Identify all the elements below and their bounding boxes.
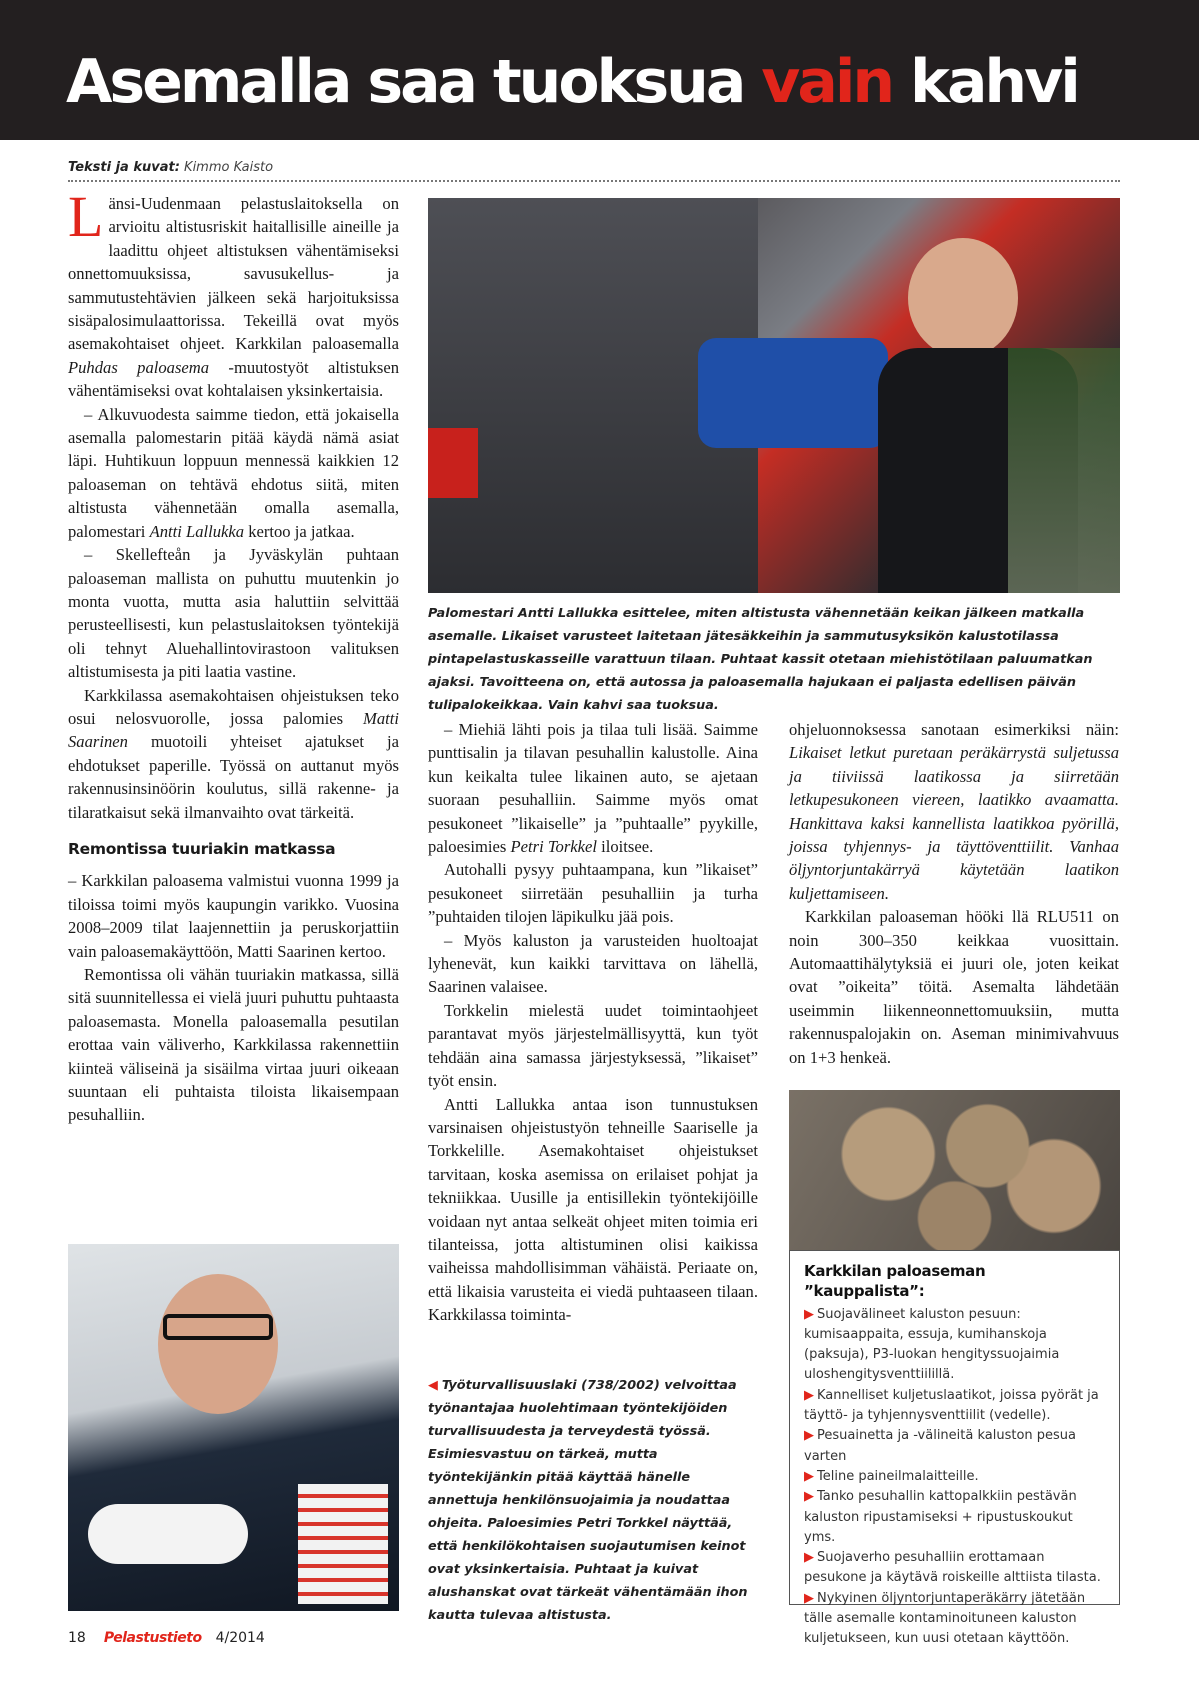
byline-author: Kimmo Kaisto bbox=[184, 160, 274, 175]
text: ohjeluonnoksessa sanotaan esimerkiksi näin: bbox=[789, 720, 1119, 739]
list-item-text: Suojavälineet kaluston pesuun: kumisaappaita, essuja, kumihanskoja (paksuja), P3-luokan hengityssuojaimia uloshengitysventtiilillä. bbox=[804, 1306, 1060, 1383]
article-column-1 bbox=[68, 184, 399, 1127]
list-item bbox=[804, 1426, 1105, 1467]
glasses bbox=[163, 1314, 273, 1340]
page-number: 18 bbox=[68, 1630, 86, 1646]
italic-text: Puhdas paloasema bbox=[68, 357, 210, 377]
paragraph bbox=[68, 184, 399, 403]
person-head bbox=[908, 238, 1018, 358]
paragraph bbox=[428, 718, 758, 858]
italic-text: Petri Torkkel bbox=[510, 837, 597, 857]
paragraph: Torkkelin mielestä uudet toimintaohjeet parantavat myös järjestelmällisyyttä, kun työt tehdään aina samassa järjestyksessä, ”likaiset” työt ensin. bbox=[428, 1000, 758, 1091]
paragraph bbox=[789, 718, 1119, 905]
triangle-right-icon: ▶ bbox=[804, 1590, 814, 1606]
text: – Miehiä lähti pois ja tilaa tuli lisää. Saimme punttisalin ja tilavan pesuhallin kalustolle. Aina kun keikalta tulee likainen auto, se ajetaan suoraan pesuhalliin. Saimme myös omat pesukoneet ”likaiselle” ja ”puhtaalle” pyykille, paloesimies bbox=[428, 720, 758, 857]
text: kertoo ja jatkaa. bbox=[244, 521, 355, 541]
title-part-2: kahvi bbox=[892, 47, 1078, 117]
list-item-text: Tanko pesuhallin kattopalkkiin pestävän kaluston ripustamiseksi + ripustuskoukut yms. bbox=[804, 1489, 1077, 1545]
list-item bbox=[804, 1467, 1105, 1487]
list-item bbox=[804, 1589, 1105, 1650]
text: -muutostyöt altistuksen vähentämiseksi ovat kohtalaisen yksinkertaisia. bbox=[68, 357, 399, 401]
triangle-right-icon: ▶ bbox=[804, 1428, 814, 1444]
list-item bbox=[804, 1548, 1105, 1589]
paragraph: Remontissa oli vähän tuuriakin matkassa, sillä sitä suunnitellessa ei vielä juuri puhuttu puhtaasta paloasemasta. Monella paloasemalla pesutilan erottaa vain väliverho, Karkkilassa rakennettiin kiinteä väliseinä ja sisäilma virtaa juuri oikeaan suuntaan eli puhtaista tiloista likaisempaan pesuhalliin. bbox=[68, 965, 399, 1125]
text: – Alkuvuodesta saimme tiedon, että jokaisella asemalla palomestarin pitää käydä nämä asiat läpi. Huhtikuun loppuun mennessä kaikkien 12 paloaseman on tehtävä ehdotus siitä, miten altistusta vähennetään omalla asemalla, palomestari bbox=[68, 404, 399, 541]
caption-main-photo: Palomestari Antti Lallukka esittelee, miten altistusta vähennetään keikan jälkeen matkalla asemalle. Likaiset varusteet laitetaan jätesäkkeihin ja sammutusyksikön kalustotilassa pintapelastuskasseille varattuun tilaan. Puhtaat kassit otetaan miehistötilaan paluumatkan ajaksi. Tavoitteena on, että autossa ja paloasemalla hajukaan ei paljasta edellisen päivän tulipalokeikkaa. Vain kahvi saa tuoksua. bbox=[428, 606, 1093, 713]
person-head bbox=[158, 1274, 278, 1414]
paragraph: – Skellefteån ja Jyväskylän puhtaan paloaseman mallista on puhuttu muutenkin jo monta vuotta, mutta asia haluttiin selvittää perusteellisesti, kun pelastuslaitoksen työntekijä oli tehnyt Aluehallintovirastoon valituksen altistumisesta ja piti laatia vastine. bbox=[68, 545, 399, 682]
list-item bbox=[804, 1386, 1105, 1427]
caption-side-photo bbox=[428, 1374, 764, 1627]
triangle-right-icon: ▶ bbox=[804, 1550, 814, 1566]
glove-packages bbox=[298, 1484, 388, 1604]
list-item-text: Teline paineilmalaitteille. bbox=[817, 1468, 979, 1484]
list-item bbox=[804, 1487, 1105, 1548]
text: iloitsee. bbox=[597, 837, 654, 857]
background-trees bbox=[1008, 348, 1120, 593]
truck-red-panel bbox=[428, 428, 478, 498]
box-title: Karkkilan paloaseman ”kauppalista”: bbox=[804, 1262, 986, 1301]
blue-bag bbox=[698, 338, 888, 448]
italic-text: Matti Saarinen bbox=[68, 708, 399, 752]
photo-firefighter-truck bbox=[428, 198, 1120, 593]
list-item-text: Nykyinen öljyntorjuntaperäkärry jätetään tälle asemalle kontaminoituneen kaluston kuljetukseen, kun uusi otetaan käyttöön. bbox=[804, 1590, 1086, 1647]
italic-text: Likaiset letkut puretaan peräkärrystä suljetussa ja tiiviissä laatikossa ja siirretään letkupesukoneen viereen, laatikko avaamatta. Hankittava kaksi kannellista laatikkoa pyörillä, joissa tyhjennys- ja täyttöventtiilit. Vanhaa öljyntorjuntakärryä käytetään laatikon kuljettamiseen. bbox=[789, 743, 1119, 903]
title-accent: vain bbox=[761, 47, 893, 117]
subheading: Remontissa tuuriakin matkassa bbox=[68, 839, 336, 858]
list-item-text: Kannelliset kuljetuslaatikot, joissa pyörät ja täyttö- ja tyhjennysventtiilit (vedelle). bbox=[804, 1387, 1099, 1424]
list-item bbox=[804, 1305, 1105, 1386]
paragraph bbox=[68, 403, 399, 543]
paragraph: Karkkilan paloaseman hööki llä RLU511 on noin 300–350 keikkaa vuosittain. Automaattihälytyksiä ei juuri ole, joten keikat ovat ”oikeita” töitä. Asemalta lähdetään useimmin liikenneonnettomuuksiin, mutta rakennuspalojakin on. Aseman minimivahvuus on 1+3 henkeä. bbox=[789, 907, 1119, 1067]
issue-number: 4/2014 bbox=[215, 1630, 265, 1646]
paragraph bbox=[68, 684, 399, 824]
paragraph: – Karkkilan paloasema valmistui vuonna 1999 ja tiloissa toimi myös kaupungin varikko. Vuosina 2008–2009 tilat laajennettiin ja peruskorjattiin vain paloasemakäyttöön, Matti Saarinen kertoo. bbox=[68, 871, 399, 961]
byline bbox=[68, 160, 1120, 182]
article-column-2 bbox=[428, 718, 758, 1327]
photo-fire-hoses bbox=[789, 1090, 1120, 1250]
list-item-text: Suojaverho pesuhalliin erottamaan pesukone ja käytävä roiskeille alttiista tilasta. bbox=[804, 1550, 1101, 1586]
triangle-right-icon: ▶ bbox=[804, 1387, 814, 1403]
article-column-3 bbox=[789, 718, 1119, 1069]
text: muotoili yhteiset ajatukset ja ehdotukset paperille. Työssä on auttanut myös rakennusinsinöörin koulutus, sillä rakenne- ja tilaratkaisut sekä ilmanvaihto ovat tärkeitä. bbox=[68, 732, 399, 822]
italic-text: Antti Lallukka bbox=[149, 521, 245, 541]
paragraph: Autohalli pysyy puhtaampana, kun ”likaiset” pesukoneet siirretään pesuhalliin ja turha ”puhtaiden tilojen läpikulku jää pois. bbox=[428, 860, 758, 927]
paragraph: Antti Lallukka antaa ison tunnustuksen varsinaisen ohjeistustyön tehneille Saariselle ja Torkkelille. Asemakohtaiset ohjeistukset tarvitaan, koska asemissa on erilaiset pohjat ja tekniikkaa. Uusille ja entisillekin työntekijöille voidaan nyt antaa selkeät ohjeet miten toimia eri tilanteissa, jotta altistuminen olisi kaikissa vaiheissa mahdollisimman vähäistä. Periaate on, että likaisia varusteita ei viedä puhtaaseen tilaan. Karkkilassa toiminta- bbox=[428, 1094, 758, 1325]
drop-cap: L bbox=[68, 184, 104, 249]
list-item-text: Pesuainetta ja -välineitä kaluston pesua varten bbox=[804, 1428, 1077, 1464]
text: Karkkilassa asemakohtaisen ohjeistuksen teko osui nelosvuorolle, jossa palomies bbox=[68, 685, 399, 728]
title-part-1: Asemalla saa tuoksua bbox=[66, 47, 762, 117]
byline-label: Teksti ja kuvat: bbox=[68, 160, 180, 175]
triangle-left-icon: ◀ bbox=[428, 1378, 438, 1393]
triangle-right-icon: ▶ bbox=[804, 1306, 814, 1322]
photo-firefighter-gloves bbox=[68, 1244, 399, 1611]
magazine-logo: Pelastustieto bbox=[103, 1630, 202, 1646]
page-footer bbox=[68, 1630, 265, 1650]
text: änsi-Uudenmaan pelastuslaitoksella on arvioitu altistusriskit haitallisille aineille ja laadittu ohjeet altistuksen vähentämiseksi onnettomuuksissa, savusukellus- ja sammutustehtävien jälkeen sekä harjoituksissa sisäpalosimulaattorissa. Tekeillä ovat myös asemakohtaiset ohjeet. Karkkilan paloasemalla bbox=[68, 194, 399, 354]
triangle-right-icon: ▶ bbox=[804, 1489, 814, 1505]
shopping-list-box bbox=[789, 1250, 1120, 1647]
paragraph: – Myös kaluston ja varusteiden huoltoajat lyhenevät, kun kaikki tarvittava on lähellä, Saarinen valaisee. bbox=[428, 930, 758, 997]
page-title bbox=[66, 47, 1078, 117]
triangle-right-icon: ▶ bbox=[804, 1468, 814, 1484]
caption-text: Työturvallisuuslaki (738/2002) velvoittaa työnantajaa huolehtimaan työntekijöiden turvallisuudesta ja terveydestä työssä. Esimiesvastuu on tärkeä, mutta työntekijänkin pitää käyttää hänelle annettuja henkilönsuojaimia ja noudattaa ohjeita. Paloesimies Petri Torkkel näyttää, että henkilökohtaisen suojautumisen keinot ovat yksinkertaisia. Puhtaat ja kuivat alushanskat ovat tärkeät vähentämään ihon kautta tulevaa altistusta. bbox=[428, 1378, 748, 1623]
white-gloves bbox=[88, 1504, 248, 1564]
